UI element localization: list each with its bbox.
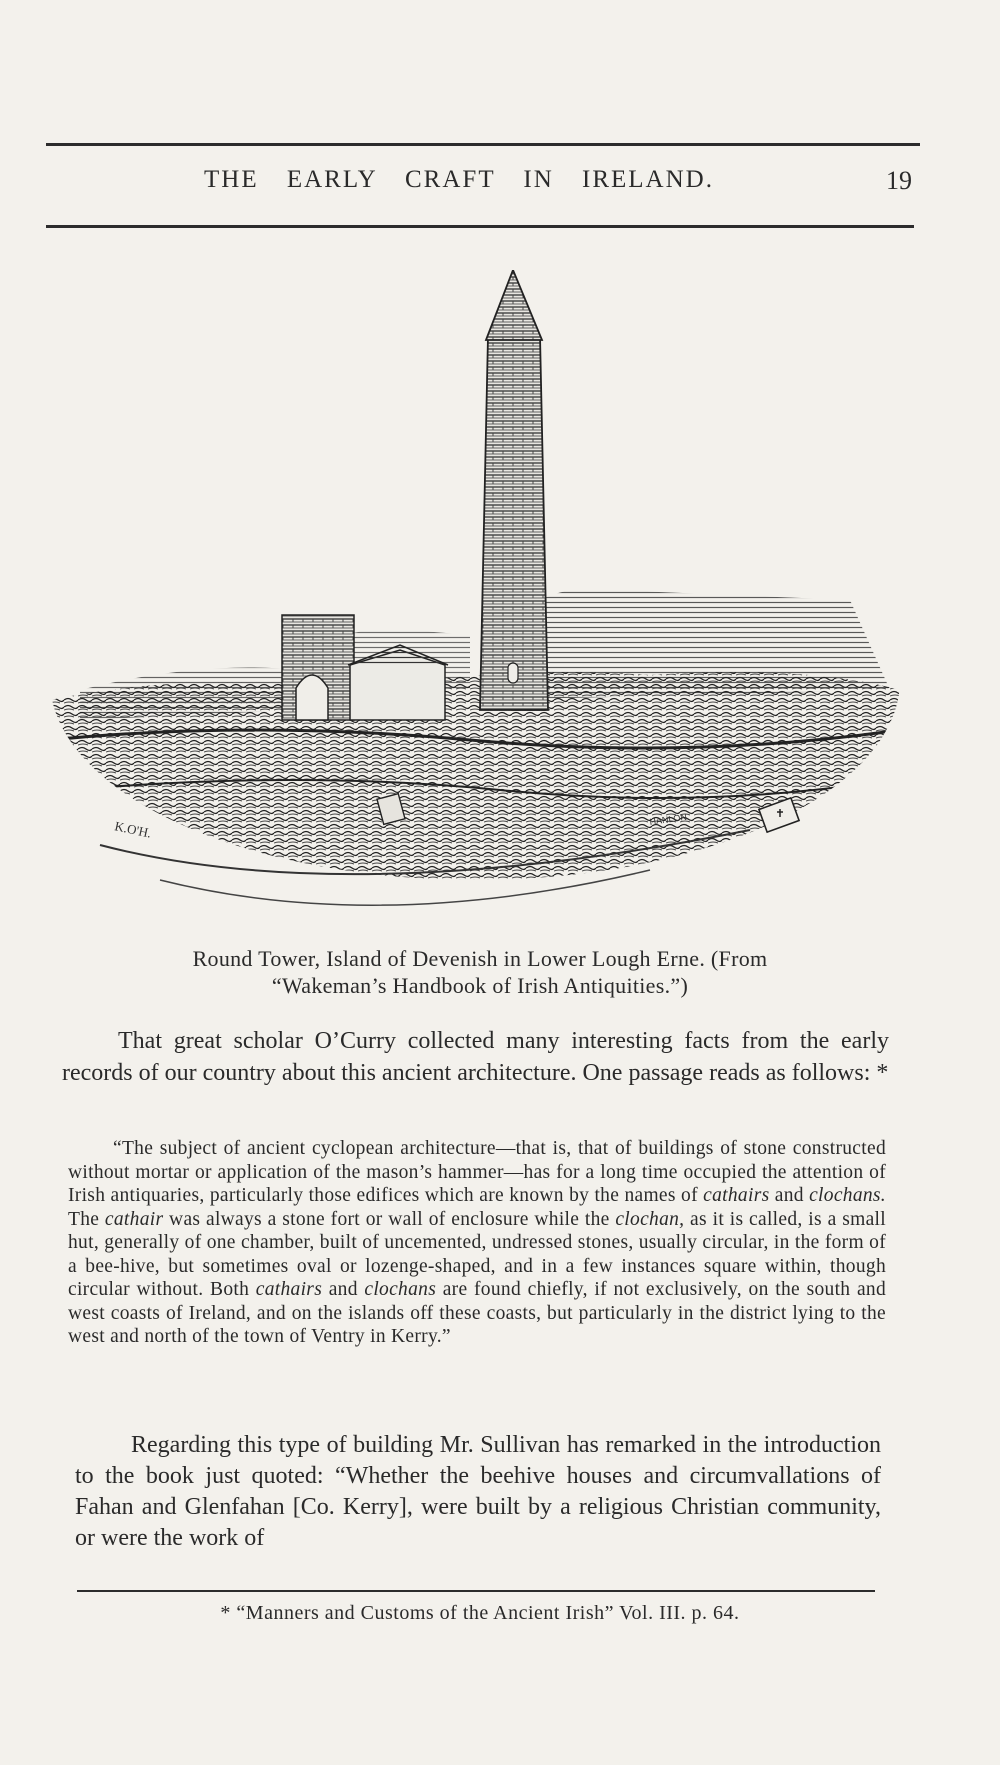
footnote-rule [77,1590,875,1592]
paragraph-2-text: Regarding this type of building Mr. Sullivan has remarked in the introduction to the book just quoted: “Whether the beehive houses and circumvallations of Fahan and Glenfahan [Co. Kerry], were built by a religious Christian community, or were the work of [75,1432,881,1551]
quote-term-cathair: cathair [104,1208,164,1230]
quote-and-2: and [322,1279,365,1300]
quote-term-cathairs-2: cathairs [255,1279,323,1300]
paragraph-2 [75,1430,881,1554]
engraver-mark-right: HANLON [648,811,688,827]
quote-part-2: The [68,1208,105,1230]
quote-term-clochan: clochan, [615,1208,685,1230]
paragraph-1 [62,1025,889,1089]
header-rule [46,225,914,228]
quote-part-5: are found chiefly, if not exclusively, on the south and west coasts of Ireland, and on the islands off these coasts, but particularly in the district lying to the west and north of the town of Ventry in Kerry.” [68,1279,887,1347]
quote-term-clochans: clochans. [809,1185,886,1206]
round-tower-illustration [50,270,900,930]
round-tower-engraving-icon [50,270,900,930]
top-rule [46,143,920,146]
engraver-mark-left: K.O'H. [113,818,153,841]
page-number: 19 [886,166,912,195]
caption-line-1: Round Tower, Island of Devenish in Lower Lough Erne. (From [192,946,768,971]
paragraph-1-text: That great scholar O’Curry collected many interesting facts from the early records of our country about this ancient architecture. One passage reads as follows: * [62,1028,889,1086]
quote-and-1: and [769,1185,810,1206]
running-head [46,166,912,206]
quote-part-4: as it is called, is a small hut, generally of one chamber, built of uncemented, undressed stones, usually circular, in the form of a bee-hive, but sometimes oval or lozenge-shaped, and in a few instances square within, though circular without. Both [68,1208,886,1300]
running-head-title: THE EARLY CRAFT IN IRELAND. [204,166,714,193]
quote-part-3: was always a stone fort or wall of enclosure while the [163,1208,616,1230]
figure-caption [100,945,860,999]
quote-term-cathairs: cathairs [703,1185,770,1206]
footnote: * “Manners and Customs of the Ancient Irish” Vol. III. p. 64. [220,1602,740,1624]
caption-line-2: “Wakeman’s Handbook of Irish Antiquities.”) [271,973,689,998]
block-quote [68,1137,886,1349]
quote-term-clochans-2: clochans [364,1279,437,1300]
quote-part-1: “The subject of ancient cyclopean architecture—that is, that of buildings of stone constructed without mortar or application of the mason’s hammer—has for a long time occupied the attention of Irish antiquaries, particularly those edifices which are known by the names of [68,1138,886,1206]
